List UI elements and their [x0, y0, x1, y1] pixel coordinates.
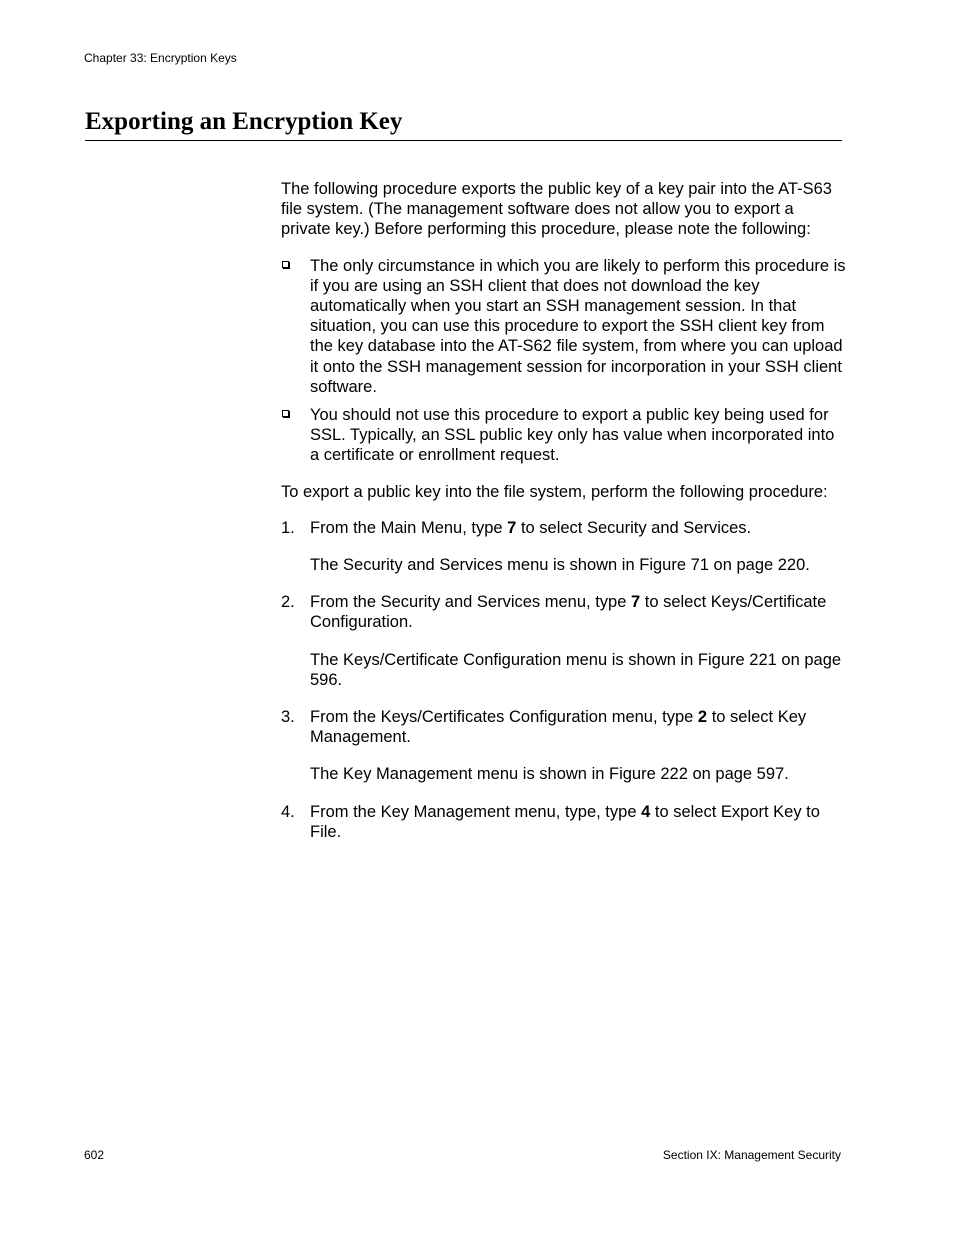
step-note: The Key Management menu is shown in Figure 222 on page 597.	[310, 765, 789, 784]
step-text-after: to select Key Management.	[310, 708, 807, 747]
footer-section-name: Section IX: Management Security	[662, 1148, 841, 1162]
step-key: 7	[507, 518, 517, 537]
page-title: Exporting an Encryption Key	[85, 108, 403, 135]
step-number: 2.	[281, 593, 295, 612]
procedure-step	[281, 802, 846, 842]
checkbox-square-icon	[282, 261, 289, 268]
step-text-before: From the Key Management menu, type, type	[310, 802, 642, 821]
note-text: The only circumstance in which you are likely to perform this procedure is if you are using an SSH client that does not download the key automatically when you start an SSH management session. In that situation, you can use this procedure to export the SSH client key from the key database into the AT-S62 file system, from where you can upload it onto the SSH management session for incorporation in your SSH client software.	[310, 256, 846, 396]
step-key: 2	[697, 708, 708, 727]
note-text: You should not use this procedure to export a public key being used for SSL. Typically, an SSL public key only has value when incorporated into a certificate or enrollment request.	[310, 406, 835, 465]
step-text-after: to select Keys/Certificate Configuration.	[310, 593, 827, 632]
procedure-step	[281, 707, 846, 785]
note-item	[281, 256, 846, 397]
step-text	[310, 518, 846, 538]
step-text-after: to select Export Key to File.	[310, 802, 820, 841]
body-column	[281, 179, 846, 859]
step-number: 3.	[281, 708, 295, 727]
note-item	[281, 405, 846, 466]
running-head: Chapter 33: Encryption Keys	[84, 51, 237, 65]
step-text-before: From the Keys/Certificates Configuration menu, type	[310, 708, 698, 727]
procedure-step	[281, 592, 846, 690]
procedure-step	[281, 518, 846, 575]
step-text	[310, 592, 846, 632]
procedure-intro: To export a public key into the file system, perform the following procedure:	[281, 482, 828, 501]
intro-paragraph: The following procedure exports the public key of a key pair into the AT-S63 file system. (The management software does not allow you to export a private key.) Before performing this procedure, please note the following:	[281, 180, 832, 239]
step-number: 4.	[281, 802, 295, 821]
step-text-after: to select Security and Services.	[516, 518, 752, 537]
checkbox-square-icon	[282, 410, 289, 417]
note-list	[281, 256, 846, 466]
procedure-steps	[281, 518, 846, 842]
step-key: 4	[641, 802, 651, 821]
step-text-before: From the Main Menu, type	[310, 518, 508, 537]
title-rule	[85, 140, 842, 141]
step-text	[310, 802, 846, 842]
page-number: 602	[84, 1148, 105, 1162]
step-number: 1.	[281, 518, 295, 537]
step-text-before: From the Security and Services menu, type	[310, 593, 631, 612]
step-note: The Keys/Certificate Configuration menu is shown in Figure 221 on page 596.	[310, 650, 842, 689]
step-key: 7	[630, 593, 641, 612]
step-text	[310, 707, 846, 747]
step-note: The Security and Services menu is shown in Figure 71 on page 220.	[310, 556, 810, 575]
